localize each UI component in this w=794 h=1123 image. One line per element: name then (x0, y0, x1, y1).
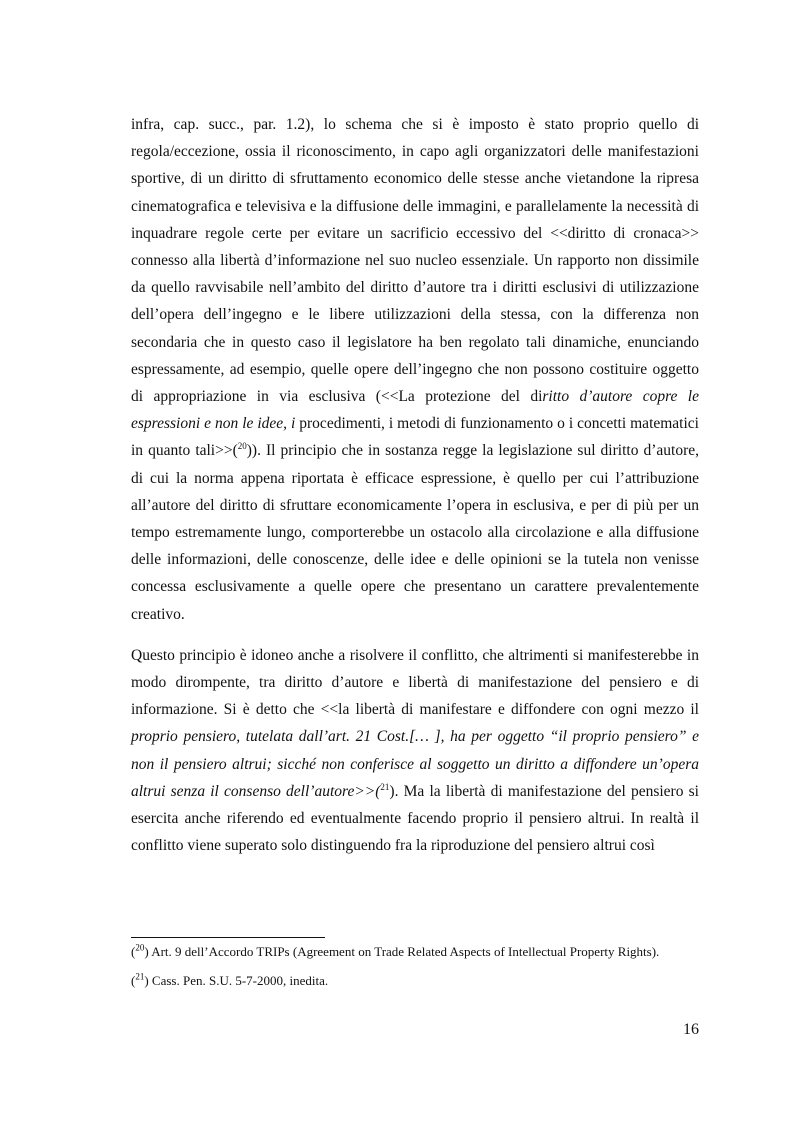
footnotes (131, 943, 699, 990)
paragraph-1: infra, cap. succ., par. 1.2), lo schema che si è imposto è stato proprio quello di regola/eccezione, ossia il riconoscimento, in capo agli organizzatori delle manifestazioni sportive, di un diritto di sfruttamento economico delle stesse anche vietandone la ripresa cinematografica e televisiva e la diffusione delle immagini, e parallelamente la necessità di inquadrare regole certe per evitare un sacrificio eccessivo del <<diritto di cronaca>> connesso alla libertà d’informazione nel suo nucleo essenziale. Un rapporto non dissimile da quello ravvisabile nell’ambito del diritto d’autore tra i diritti esclusivi di utilizzazione dell’opera dell’ingegno e le libere utilizzazioni della stessa, con la differenza non secondaria che in questo caso il legislatore ha ben regolato tali dinamiche, enunciando espressamente, ad esempio, quelle opere dell’ingegno che non possono costituire oggetto di appropriazione in via esclusiva (<<La protezione del diritto d’autore copre le espressioni e non le idee, i procedimenti, i metodi di funzionamento o i concetti matematici in quanto tali>>($^{20}$)). Il principio che in sostanza regge la legislazione sul diritto d’autore, di cui la norma appena riportata è efficace espressione, è quello per cui l’attribuzione all’autore del diritto di sfruttare economicamente l’opera in esclusiva, e per di più per un tempo estremamente lungo, comporterebbe un ostacolo alla circolazione e alla diffusione delle informazioni, delle conoscenze, delle idee e delle opinioni se la tutela non venisse concessa esclusivamente a quelle opere che presentano un carattere prevalentemente creativo. (131, 116, 699, 623)
body-text (131, 111, 699, 859)
paragraph-2: Questo principio è idoneo anche a risolvere il conflitto, che altrimenti si manifesterebbe in modo dirompente, tra diritto d’autore e libertà di manifestazione del pensiero e di informazione. Si è detto che <<la libertà di manifestare e diffondere con ogni mezzo il proprio pensiero, tutelata dall’art. 21 Cost.[… ], ha per oggetto “il proprio pensiero” e non il pensiero altrui; sicché non conferisce al soggetto un diritto a diffondere un’opera altrui senza il consenso dell’autore>>($^{21}$). Ma la libertà di manifestazione del pensiero si esercita anche riferendo ed eventualmente facendo proprio il pensiero altrui. In realtà il conflitto viene superato solo distinguendo fra la riproduzione del pensiero altrui così (131, 646, 699, 855)
page-number: 16 (683, 1021, 699, 1038)
footnote-21: ($^{21}$) Cass. Pen. S.U. 5-7-2000, inedita. (131, 971, 329, 988)
footnote-20: ($^{20}$) Art. 9 dell’Accordo TRIPs (Agreement on Trade Related Aspects of Intellectual Property Rights). (131, 942, 660, 959)
quote-italic: ritto d’autore copre le espressioni e non le idee, i (131, 388, 699, 433)
footnote-separator (131, 937, 325, 938)
quote-italic: proprio pensiero, tutelata dall’art. 21 Cost.[… ], ha per oggetto “il proprio pensiero” e non il pensiero altrui; sicché non conferisce al soggetto un diritto a diffondere un’opera altrui senza il consenso dell’autore>>( (131, 728, 699, 800)
footnote-ref-21[interactable]: 21 (380, 781, 390, 792)
footnote-ref-20[interactable]: 20 (237, 441, 247, 452)
